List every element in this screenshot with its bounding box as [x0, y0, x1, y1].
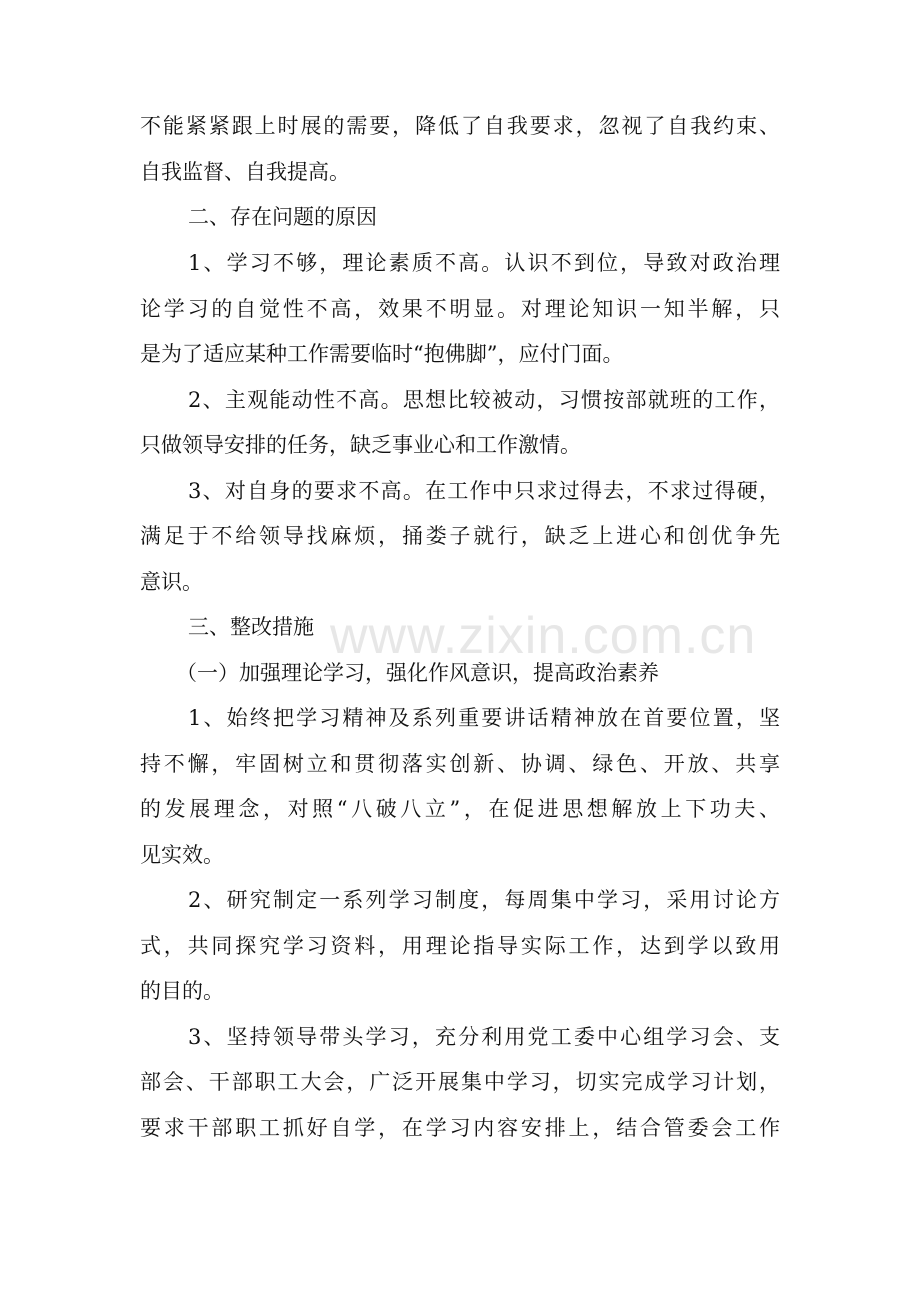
- text-line: 3、坚持领导带头学习，充分利用党工委中心组学习会、支: [188, 1025, 780, 1049]
- text-line: 的目的。: [140, 979, 224, 1003]
- text-line: 只做领导安排的任务，缺乏事业心和工作激情。: [140, 433, 581, 457]
- text-line: 持不懈，牢固树立和贯彻落实创新、协调、绿色、开放、共享: [140, 752, 780, 776]
- text-line: 满足于不给领导找麻烦，捅娄子就行，缺乏上进心和创优争先: [140, 524, 780, 548]
- text-line: 意识。: [140, 570, 203, 594]
- subsection-heading: （一）加强理论学习，强化作风意识，提高政治素养: [176, 661, 659, 685]
- text-line: 2、主观能动性不高。思想比较被动，习惯按部就班的工作，: [188, 388, 780, 412]
- text-line: 1、学习不够，理论素质不高。认识不到位，导致对政治理: [188, 251, 780, 275]
- text-line: 要求干部职工抓好自学，在学习内容安排上，结合管委会工作: [140, 1116, 780, 1140]
- text-line: 的发展理念，对照“八破八立”，在促进思想解放上下功夫、: [140, 797, 780, 821]
- text-line: 式，共同探究学习资料，用理论指导实际工作，达到学以致用: [140, 934, 780, 958]
- text-line: 3、对自身的要求不高。在工作中只求过得去，不求过得硬，: [188, 479, 780, 503]
- text-line: 自我监督、自我提高。: [140, 160, 350, 184]
- text-line: 部会、干部职工大会，广泛开展集中学习，切实完成学习计划，: [140, 1070, 780, 1094]
- text-line: 1、始终把学习精神及系列重要讲话精神放在首要位置，坚: [188, 706, 780, 730]
- section-heading: 三、整改措施: [188, 615, 314, 639]
- text-line: 论学习的自觉性不高，效果不明显。对理论知识一知半解，只: [140, 297, 780, 321]
- text-line: 2、研究制定一系列学习制度，每周集中学习，采用讨论方: [188, 888, 780, 912]
- text-line: 见实效。: [140, 843, 224, 867]
- text-line: 是为了适应某种工作需要临时“抱佛脚”，应付门面。: [140, 342, 624, 366]
- text-line: 不能紧紧跟上时展的需要，降低了自我要求，忽视了自我约束、: [140, 114, 780, 138]
- section-heading: 二、存在问题的原因: [188, 205, 377, 229]
- watermark: www.zixin.com.cn: [330, 607, 757, 665]
